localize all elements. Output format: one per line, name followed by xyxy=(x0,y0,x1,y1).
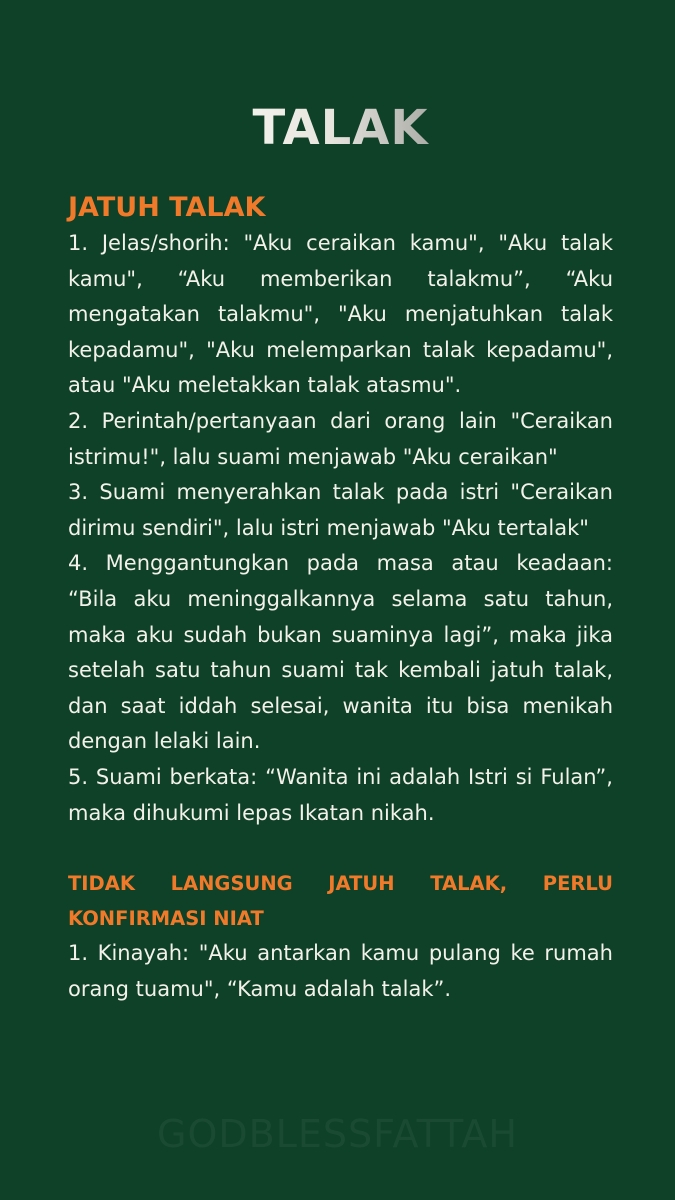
section-konfirmasi-niat xyxy=(68,866,613,1007)
list-item: 2. Perintah/pertanyaan dari orang lain "Ceraikan istrimu!", lalu suami menjawab "Aku ceraikan" xyxy=(68,408,613,469)
section-heading: JATUH TALAK xyxy=(68,192,266,223)
section-jatuh-talak xyxy=(68,190,613,831)
list-item: 1. Kinayah: "Aku antarkan kamu pulang ke rumah orang tuamu", “Kamu adalah talak”. xyxy=(68,941,613,1001)
section-heading: TIDAK LANGSUNG JATUH TALAK, PERLU KONFIRMASI NIAT xyxy=(68,872,613,931)
page-title: TALAK xyxy=(246,0,436,160)
list-item: 5. Suami berkata: “Wanita ini adalah Istri si Fulan”, maka dihukumi lepas Ikatan nikah. xyxy=(68,764,613,825)
item-list xyxy=(68,226,613,831)
list-item: 3. Suami menyerahkan talak pada istri "Ceraikan dirimu sendiri", lalu istri menjawab "Aku tertalak" xyxy=(68,480,613,540)
item-list xyxy=(68,936,613,1007)
list-item: 1. Jelas/shorih: "Aku ceraikan kamu", "Aku talak kamu", “Aku memberikan talakmu”, “Aku mengatakan talakmu", "Aku menjatuhkan talak kepadamu", "Aku melemparkan talak kepadamu", atau "Aku meletakkan talak atasmu". xyxy=(68,231,613,398)
watermark: GODBLESSFATTAH xyxy=(157,1112,518,1156)
list-item: 4. Menggantungkan pada masa atau keadaan: “Bila aku meninggalkannya selama satu tahun, maka aku sudah bukan suaminya lagi”, maka jika setelah satu tahun suami tak kembali jatuh talak, dan saat iddah selesai, wanita itu bisa menikah dengan lelaki lain. xyxy=(68,551,613,754)
